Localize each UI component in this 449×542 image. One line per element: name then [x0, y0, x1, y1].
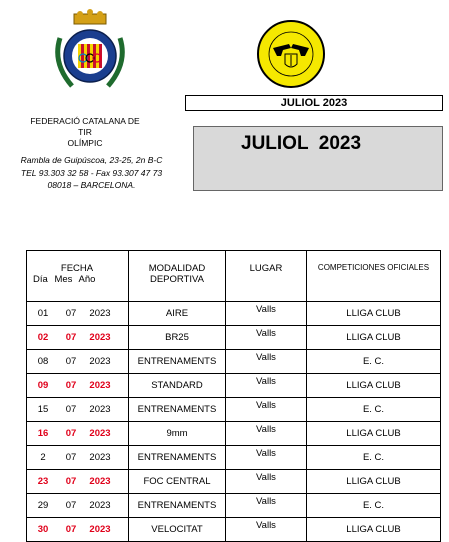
date-cell: [27, 302, 129, 326]
day-value: 08: [37, 356, 49, 367]
address-line2: TEL 93.303 32 58 - Fax 93.307 47 73: [20, 167, 163, 178]
place-cell: Valls: [226, 494, 307, 518]
day-value: 29: [37, 500, 49, 511]
competition-cell: LLIGA CLUB: [307, 326, 441, 350]
modality-cell: ENTRENAMENTS: [129, 350, 226, 374]
modality-cell: ENTRENAMENTS: [129, 494, 226, 518]
header-ano: Año: [78, 274, 96, 285]
modality-cell: 9mm: [129, 422, 226, 446]
competition-cell: LLIGA CLUB: [307, 422, 441, 446]
month-value: 07: [65, 452, 77, 463]
modality-cell: STANDARD: [129, 374, 226, 398]
place-cell: Valls: [226, 422, 307, 446]
year-value: 2023: [89, 476, 111, 487]
federation-name-line2: OLÍMPIC: [67, 138, 103, 148]
header-modalidad: [129, 251, 226, 302]
table-row: [27, 422, 441, 446]
competition-cell: LLIGA CLUB: [307, 374, 441, 398]
competition-cell: E. C.: [307, 350, 441, 374]
modality-cell: FOC CENTRAL: [129, 470, 226, 494]
year-value: 2023: [89, 500, 111, 511]
date-cell: [27, 470, 129, 494]
header-mes: Mes: [54, 274, 73, 285]
date-cell: [27, 374, 129, 398]
year-value: 2023: [89, 332, 111, 343]
crown-icon: [74, 9, 106, 24]
month-value: 07: [65, 308, 77, 319]
competition-cell: LLIGA CLUB: [307, 470, 441, 494]
month-value: 07: [65, 404, 77, 415]
place-cell: Valls: [226, 518, 307, 542]
month-value: 07: [65, 380, 77, 391]
date-cell: [27, 350, 129, 374]
header-fecha-title: FECHA: [60, 263, 94, 274]
table-row: [27, 374, 441, 398]
day-value: 2: [40, 452, 46, 463]
shield-icon: [285, 54, 297, 67]
day-value: 16: [37, 428, 49, 439]
catalan-flag-icon: [78, 44, 102, 68]
place-cell: Valls: [226, 398, 307, 422]
modality-cell: ENTRENAMENTS: [129, 398, 226, 422]
month-title-box: [193, 126, 443, 191]
federation-logo: [50, 8, 130, 94]
table-row: [27, 350, 441, 374]
header-fecha: [27, 251, 129, 302]
year-value: 2023: [89, 356, 111, 367]
address-line1: Rambla de Guipúscoa, 23-25, 2n B-C: [20, 155, 163, 165]
month-value: 07: [65, 356, 77, 367]
date-cell: [27, 446, 129, 470]
table-header-row: [27, 251, 441, 302]
place-cell: Valls: [226, 470, 307, 494]
header-modalidad-line2: DEPORTIVA: [149, 274, 205, 285]
date-cell: [27, 518, 129, 542]
modality-cell: VELOCITAT: [129, 518, 226, 542]
federation-name: [30, 116, 140, 149]
table-row: [27, 446, 441, 470]
modality-cell: AIRE: [129, 302, 226, 326]
table-row: [27, 326, 441, 350]
competition-cell: E. C.: [307, 494, 441, 518]
place-cell: Valls: [226, 374, 307, 398]
day-value: 30: [37, 524, 49, 535]
year-value: 2023: [89, 452, 111, 463]
competition-cell: LLIGA CLUB: [307, 518, 441, 542]
year-value: 2023: [89, 524, 111, 535]
day-value: 02: [37, 332, 49, 343]
table-row: [27, 302, 441, 326]
date-cell: [27, 422, 129, 446]
date-cell: [27, 326, 129, 350]
year-value: 2023: [89, 404, 111, 415]
month-value: 07: [65, 332, 77, 343]
place-cell: Valls: [226, 326, 307, 350]
place-cell: Valls: [226, 446, 307, 470]
date-cell: [27, 494, 129, 518]
place-cell: Valls: [226, 350, 307, 374]
competition-cell: E. C.: [307, 446, 441, 470]
address-line3: 08018 – BARCELONA.: [47, 180, 136, 190]
table-row: [27, 518, 441, 542]
header-modalidad-line1: MODALIDAD: [148, 263, 206, 274]
table-row: [27, 494, 441, 518]
month-value: 07: [65, 500, 77, 511]
month-value: 07: [65, 524, 77, 535]
day-value: 15: [37, 404, 49, 415]
modality-cell: BR25: [129, 326, 226, 350]
day-value: 23: [37, 476, 49, 487]
table-row: [27, 470, 441, 494]
club-logo: [255, 18, 327, 90]
federation-name-line1: FEDERACIÓ CATALANA DE TIR: [30, 116, 140, 137]
day-value: 09: [37, 380, 49, 391]
header-competiciones: COMPETICIONES OFICIALES: [307, 251, 441, 302]
federation-address: [10, 154, 173, 192]
month-title: JULIOL 2023: [241, 133, 362, 154]
table-row: [27, 398, 441, 422]
day-value: 01: [37, 308, 49, 319]
month-value: 07: [65, 428, 77, 439]
modality-cell: ENTRENAMENTS: [129, 446, 226, 470]
competition-cell: E. C.: [307, 398, 441, 422]
competition-cell: LLIGA CLUB: [307, 302, 441, 326]
date-cell: [27, 398, 129, 422]
place-cell: Valls: [226, 302, 307, 326]
calendar-table: [26, 250, 441, 542]
header-lugar: LUGAR: [226, 251, 307, 302]
header-dia: Día: [33, 274, 48, 285]
year-value: 2023: [89, 380, 111, 391]
month-value: 07: [65, 476, 77, 487]
month-header-box: JULIOL 2023: [185, 95, 443, 111]
year-value: 2023: [89, 428, 111, 439]
year-value: 2023: [89, 308, 111, 319]
